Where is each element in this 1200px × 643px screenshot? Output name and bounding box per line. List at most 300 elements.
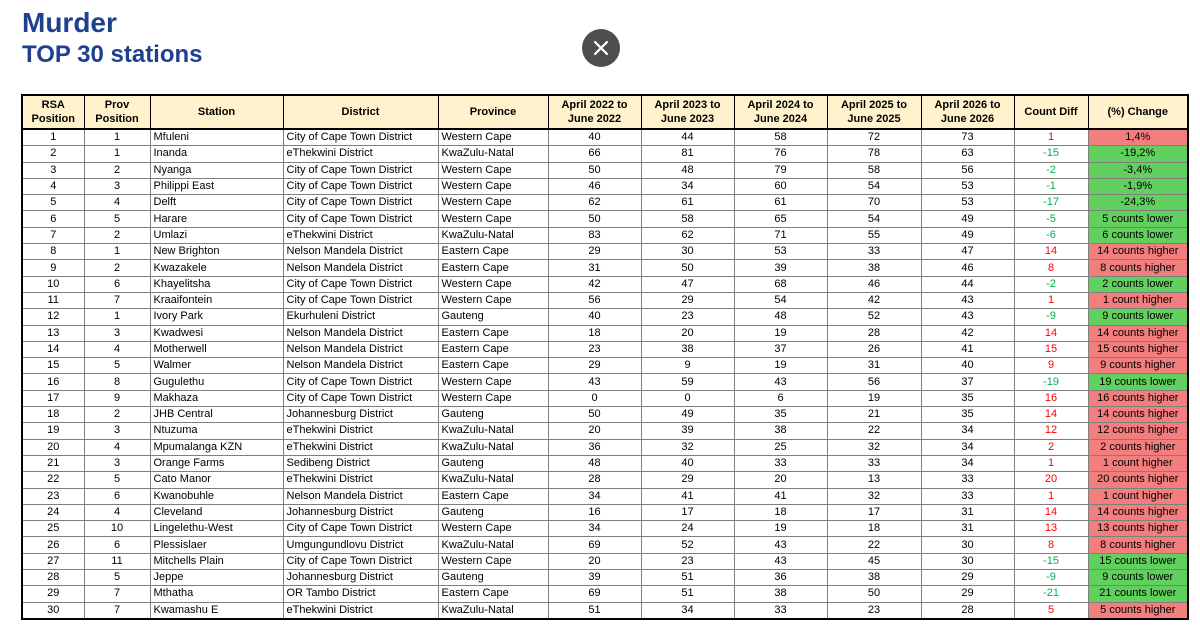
header-line: Prov [104, 99, 130, 111]
prov-position-cell: 6 [84, 537, 150, 553]
value-2024-cell: 58 [734, 129, 827, 146]
value-2024-cell: 33 [734, 602, 827, 619]
table-row [22, 553, 1188, 569]
value-2022-cell: 40 [548, 129, 641, 146]
province-cell: Eastern Cape [438, 260, 548, 276]
value-2022-cell: 43 [548, 374, 641, 390]
percent-change-cell: -24,3% [1088, 195, 1188, 211]
district-cell: eThekwini District [283, 146, 438, 162]
value-2024-cell: 38 [734, 586, 827, 602]
value-2025-cell: 17 [827, 504, 921, 520]
page-subtitle: TOP 30 stations [22, 41, 203, 68]
header-line: April 2022 to [561, 99, 628, 111]
station-cell: Philippi East [150, 178, 283, 194]
rsa-position-cell: 27 [22, 553, 84, 569]
percent-change-cell: 1 count higher [1088, 292, 1188, 308]
value-2025-cell: 32 [827, 439, 921, 455]
header-line: Position [31, 113, 75, 125]
value-2023-cell: 62 [641, 227, 734, 243]
station-cell: Khayelitsha [150, 276, 283, 292]
count-diff-cell: -1 [1014, 178, 1088, 194]
prov-position-cell: 1 [84, 309, 150, 325]
count-diff-cell: 2 [1014, 439, 1088, 455]
value-2022-cell: 34 [548, 521, 641, 537]
rsa-position-cell: 6 [22, 211, 84, 227]
value-2023-cell: 0 [641, 390, 734, 406]
value-2024-cell: 68 [734, 276, 827, 292]
district-cell: Ekurhuleni District [283, 309, 438, 325]
station-cell: Umlazi [150, 227, 283, 243]
prov-position-cell: 3 [84, 178, 150, 194]
district-cell: City of Cape Town District [283, 276, 438, 292]
value-2023-cell: 39 [641, 423, 734, 439]
station-cell: Kwadwesi [150, 325, 283, 341]
province-cell: Eastern Cape [438, 244, 548, 260]
value-2024-cell: 19 [734, 521, 827, 537]
count-diff-cell: 5 [1014, 602, 1088, 619]
prov-position-cell: 3 [84, 325, 150, 341]
value-2026-cell: 33 [921, 488, 1014, 504]
value-2024-cell: 20 [734, 472, 827, 488]
table-row [22, 292, 1188, 308]
value-2026-cell: 42 [921, 325, 1014, 341]
prov-position-cell: 7 [84, 292, 150, 308]
value-2026-cell: 41 [921, 341, 1014, 357]
district-cell: Johannesburg District [283, 407, 438, 423]
rsa-position-cell: 13 [22, 325, 84, 341]
value-2026-cell: 30 [921, 537, 1014, 553]
value-2023-cell: 30 [641, 244, 734, 260]
percent-change-cell: 15 counts lower [1088, 553, 1188, 569]
prov-position-cell: 2 [84, 407, 150, 423]
province-cell: Eastern Cape [438, 586, 548, 602]
district-cell: Nelson Mandela District [283, 244, 438, 260]
prov-position-cell: 4 [84, 195, 150, 211]
value-2026-cell: 28 [921, 602, 1014, 619]
rsa-position-cell: 5 [22, 195, 84, 211]
rsa-position-cell: 14 [22, 341, 84, 357]
value-2026-cell: 29 [921, 570, 1014, 586]
value-2024-cell: 36 [734, 570, 827, 586]
table-row [22, 374, 1188, 390]
station-cell: Mitchells Plain [150, 553, 283, 569]
value-2025-cell: 19 [827, 390, 921, 406]
district-cell: City of Cape Town District [283, 211, 438, 227]
province-cell: Western Cape [438, 195, 548, 211]
rsa-position-cell: 28 [22, 570, 84, 586]
rsa-position-cell: 30 [22, 602, 84, 619]
count-diff-cell: 13 [1014, 521, 1088, 537]
value-2024-cell: 25 [734, 439, 827, 455]
value-2025-cell: 33 [827, 455, 921, 471]
count-diff-cell: 14 [1014, 504, 1088, 520]
value-2025-cell: 18 [827, 521, 921, 537]
district-cell: City of Cape Town District [283, 195, 438, 211]
table-row [22, 325, 1188, 341]
province-cell: KwaZulu-Natal [438, 602, 548, 619]
table-header-row [22, 95, 1188, 129]
value-2025-cell: 42 [827, 292, 921, 308]
district-cell: City of Cape Town District [283, 374, 438, 390]
table-row [22, 211, 1188, 227]
value-2024-cell: 18 [734, 504, 827, 520]
count-diff-cell: 14 [1014, 325, 1088, 341]
value-2024-cell: 76 [734, 146, 827, 162]
value-2023-cell: 40 [641, 455, 734, 471]
header-line: June 2026 [940, 113, 995, 125]
table-row [22, 488, 1188, 504]
value-2022-cell: 42 [548, 276, 641, 292]
value-2024-cell: 54 [734, 292, 827, 308]
table-row [22, 260, 1188, 276]
station-cell: Cleveland [150, 504, 283, 520]
district-cell: eThekwini District [283, 439, 438, 455]
table-row [22, 586, 1188, 602]
station-cell: Makhaza [150, 390, 283, 406]
rsa-position-cell: 11 [22, 292, 84, 308]
value-2023-cell: 23 [641, 553, 734, 569]
value-2022-cell: 83 [548, 227, 641, 243]
table-row [22, 602, 1188, 619]
header-line: Position [95, 113, 139, 125]
value-2026-cell: 37 [921, 374, 1014, 390]
column-header-prov-position [84, 95, 150, 129]
province-cell: Eastern Cape [438, 358, 548, 374]
district-cell: Nelson Mandela District [283, 325, 438, 341]
table-row [22, 309, 1188, 325]
station-cell: Mthatha [150, 586, 283, 602]
percent-change-cell: 9 counts lower [1088, 309, 1188, 325]
rsa-position-cell: 22 [22, 472, 84, 488]
value-2023-cell: 61 [641, 195, 734, 211]
percent-change-cell: 6 counts lower [1088, 227, 1188, 243]
table-row [22, 521, 1188, 537]
column-header-april-2025 [827, 95, 921, 129]
value-2023-cell: 41 [641, 488, 734, 504]
header-line: June 2022 [567, 113, 622, 125]
stations-table-wrap [21, 94, 1189, 620]
district-cell: eThekwini District [283, 472, 438, 488]
district-cell: Nelson Mandela District [283, 260, 438, 276]
value-2023-cell: 59 [641, 374, 734, 390]
value-2022-cell: 56 [548, 292, 641, 308]
district-cell: OR Tambo District [283, 586, 438, 602]
value-2024-cell: 19 [734, 358, 827, 374]
header-line: June 2025 [847, 113, 901, 125]
header-line: April 2023 to [654, 99, 721, 111]
page-title: Murder [22, 7, 117, 38]
station-cell: Walmer [150, 358, 283, 374]
value-2026-cell: 49 [921, 211, 1014, 227]
header-line: June 2023 [660, 113, 715, 125]
header-line: April 2024 to [747, 99, 814, 111]
value-2024-cell: 19 [734, 325, 827, 341]
count-diff-cell: 14 [1014, 407, 1088, 423]
station-cell: Delft [150, 195, 283, 211]
percent-change-cell: 19 counts lower [1088, 374, 1188, 390]
value-2025-cell: 23 [827, 602, 921, 619]
percent-change-cell: 21 counts lower [1088, 586, 1188, 602]
value-2026-cell: 47 [921, 244, 1014, 260]
district-cell: City of Cape Town District [283, 178, 438, 194]
table-row [22, 472, 1188, 488]
rsa-position-cell: 29 [22, 586, 84, 602]
percent-change-cell: 2 counts lower [1088, 276, 1188, 292]
value-2025-cell: 32 [827, 488, 921, 504]
district-cell: City of Cape Town District [283, 390, 438, 406]
table-row [22, 244, 1188, 260]
rsa-position-cell: 17 [22, 390, 84, 406]
header-line: RSA [41, 99, 65, 111]
table-row [22, 407, 1188, 423]
value-2023-cell: 50 [641, 260, 734, 276]
province-cell: Gauteng [438, 309, 548, 325]
value-2025-cell: 22 [827, 537, 921, 553]
percent-change-cell: 15 counts higher [1088, 341, 1188, 357]
rsa-position-cell: 21 [22, 455, 84, 471]
value-2022-cell: 34 [548, 488, 641, 504]
rsa-position-cell: 7 [22, 227, 84, 243]
prov-position-cell: 7 [84, 586, 150, 602]
value-2026-cell: 56 [921, 162, 1014, 178]
table-row [22, 423, 1188, 439]
value-2022-cell: 39 [548, 570, 641, 586]
value-2026-cell: 33 [921, 472, 1014, 488]
value-2026-cell: 31 [921, 504, 1014, 520]
count-diff-cell: -15 [1014, 146, 1088, 162]
percent-change-cell: 1 count higher [1088, 455, 1188, 471]
table-body [22, 129, 1188, 619]
value-2025-cell: 13 [827, 472, 921, 488]
station-cell: Mpumalanga KZN [150, 439, 283, 455]
table-row [22, 227, 1188, 243]
header-line: Count Diff [1024, 106, 1078, 118]
count-diff-cell: 20 [1014, 472, 1088, 488]
value-2024-cell: 61 [734, 195, 827, 211]
table-row [22, 504, 1188, 520]
prov-position-cell: 4 [84, 341, 150, 357]
station-cell: Mfuleni [150, 129, 283, 146]
province-cell: Gauteng [438, 407, 548, 423]
percent-change-cell: 1 count higher [1088, 488, 1188, 504]
value-2023-cell: 51 [641, 586, 734, 602]
count-diff-cell: 15 [1014, 341, 1088, 357]
value-2022-cell: 50 [548, 162, 641, 178]
column-header-april-2022 [548, 95, 641, 129]
value-2026-cell: 35 [921, 407, 1014, 423]
value-2022-cell: 20 [548, 423, 641, 439]
percent-change-cell: 14 counts higher [1088, 325, 1188, 341]
percent-change-cell: 9 counts lower [1088, 570, 1188, 586]
table-row [22, 390, 1188, 406]
province-cell: Gauteng [438, 504, 548, 520]
value-2023-cell: 81 [641, 146, 734, 162]
province-cell: Western Cape [438, 292, 548, 308]
value-2025-cell: 46 [827, 276, 921, 292]
count-diff-cell: -15 [1014, 553, 1088, 569]
district-cell: eThekwini District [283, 423, 438, 439]
prov-position-cell: 1 [84, 244, 150, 260]
table-row [22, 358, 1188, 374]
value-2026-cell: 53 [921, 195, 1014, 211]
value-2022-cell: 28 [548, 472, 641, 488]
value-2024-cell: 65 [734, 211, 827, 227]
rsa-position-cell: 9 [22, 260, 84, 276]
station-cell: New Brighton [150, 244, 283, 260]
count-diff-cell: -19 [1014, 374, 1088, 390]
value-2022-cell: 31 [548, 260, 641, 276]
province-cell: Western Cape [438, 162, 548, 178]
province-cell: Western Cape [438, 553, 548, 569]
column-header-april-2026 [921, 95, 1014, 129]
count-diff-cell: 8 [1014, 537, 1088, 553]
value-2026-cell: 43 [921, 292, 1014, 308]
header-line: District [341, 106, 380, 118]
district-cell: Johannesburg District [283, 504, 438, 520]
province-cell: KwaZulu-Natal [438, 227, 548, 243]
count-diff-cell: -9 [1014, 309, 1088, 325]
value-2024-cell: 43 [734, 374, 827, 390]
rsa-position-cell: 15 [22, 358, 84, 374]
value-2022-cell: 66 [548, 146, 641, 162]
value-2023-cell: 9 [641, 358, 734, 374]
rsa-position-cell: 16 [22, 374, 84, 390]
table-row [22, 276, 1188, 292]
close-button[interactable] [582, 29, 620, 67]
value-2023-cell: 38 [641, 341, 734, 357]
prov-position-cell: 2 [84, 260, 150, 276]
column-header-percent-change [1088, 95, 1188, 129]
province-cell: Western Cape [438, 390, 548, 406]
value-2024-cell: 43 [734, 537, 827, 553]
table-row [22, 178, 1188, 194]
value-2023-cell: 17 [641, 504, 734, 520]
province-cell: KwaZulu-Natal [438, 146, 548, 162]
value-2025-cell: 52 [827, 309, 921, 325]
value-2025-cell: 21 [827, 407, 921, 423]
count-diff-cell: 8 [1014, 260, 1088, 276]
percent-change-cell: 14 counts higher [1088, 407, 1188, 423]
prov-position-cell: 3 [84, 423, 150, 439]
district-cell: Sedibeng District [283, 455, 438, 471]
value-2025-cell: 28 [827, 325, 921, 341]
prov-position-cell: 7 [84, 602, 150, 619]
value-2024-cell: 39 [734, 260, 827, 276]
prov-position-cell: 6 [84, 276, 150, 292]
province-cell: Western Cape [438, 521, 548, 537]
value-2022-cell: 50 [548, 407, 641, 423]
value-2024-cell: 38 [734, 423, 827, 439]
value-2026-cell: 34 [921, 423, 1014, 439]
value-2023-cell: 23 [641, 309, 734, 325]
value-2026-cell: 43 [921, 309, 1014, 325]
percent-change-cell: 8 counts higher [1088, 260, 1188, 276]
value-2026-cell: 34 [921, 455, 1014, 471]
value-2025-cell: 72 [827, 129, 921, 146]
prov-position-cell: 6 [84, 488, 150, 504]
count-diff-cell: -2 [1014, 276, 1088, 292]
percent-change-cell: 1,4% [1088, 129, 1188, 146]
percent-change-cell: -3,4% [1088, 162, 1188, 178]
value-2023-cell: 49 [641, 407, 734, 423]
prov-position-cell: 4 [84, 504, 150, 520]
rsa-position-cell: 4 [22, 178, 84, 194]
rsa-position-cell: 26 [22, 537, 84, 553]
prov-position-cell: 5 [84, 211, 150, 227]
value-2024-cell: 79 [734, 162, 827, 178]
province-cell: KwaZulu-Natal [438, 423, 548, 439]
value-2022-cell: 69 [548, 537, 641, 553]
value-2025-cell: 58 [827, 162, 921, 178]
value-2023-cell: 32 [641, 439, 734, 455]
count-diff-cell: 14 [1014, 244, 1088, 260]
percent-change-cell: 2 counts higher [1088, 439, 1188, 455]
province-cell: Western Cape [438, 211, 548, 227]
rsa-position-cell: 24 [22, 504, 84, 520]
table-row [22, 129, 1188, 146]
rsa-position-cell: 3 [22, 162, 84, 178]
value-2024-cell: 37 [734, 341, 827, 357]
header-line: Province [469, 106, 517, 118]
rsa-position-cell: 1 [22, 129, 84, 146]
value-2024-cell: 48 [734, 309, 827, 325]
value-2026-cell: 31 [921, 521, 1014, 537]
percent-change-cell: 5 counts higher [1088, 602, 1188, 619]
count-diff-cell: -21 [1014, 586, 1088, 602]
prov-position-cell: 5 [84, 472, 150, 488]
percent-change-cell: 12 counts higher [1088, 423, 1188, 439]
value-2023-cell: 24 [641, 521, 734, 537]
value-2026-cell: 44 [921, 276, 1014, 292]
value-2024-cell: 60 [734, 178, 827, 194]
value-2026-cell: 49 [921, 227, 1014, 243]
value-2026-cell: 46 [921, 260, 1014, 276]
count-diff-cell: 1 [1014, 488, 1088, 504]
station-cell: Kwazakele [150, 260, 283, 276]
district-cell: City of Cape Town District [283, 292, 438, 308]
station-cell: Nyanga [150, 162, 283, 178]
value-2026-cell: 63 [921, 146, 1014, 162]
table-row [22, 341, 1188, 357]
table-row [22, 537, 1188, 553]
station-cell: Motherwell [150, 341, 283, 357]
station-cell: Ivory Park [150, 309, 283, 325]
value-2022-cell: 29 [548, 244, 641, 260]
percent-change-cell: 5 counts lower [1088, 211, 1188, 227]
value-2022-cell: 0 [548, 390, 641, 406]
prov-position-cell: 11 [84, 553, 150, 569]
percent-change-cell: 14 counts higher [1088, 244, 1188, 260]
value-2024-cell: 33 [734, 455, 827, 471]
value-2025-cell: 31 [827, 358, 921, 374]
value-2022-cell: 36 [548, 439, 641, 455]
count-diff-cell: 16 [1014, 390, 1088, 406]
value-2022-cell: 48 [548, 455, 641, 471]
value-2022-cell: 62 [548, 195, 641, 211]
province-cell: Western Cape [438, 129, 548, 146]
district-cell: City of Cape Town District [283, 162, 438, 178]
rsa-position-cell: 2 [22, 146, 84, 162]
rsa-position-cell: 25 [22, 521, 84, 537]
prov-position-cell: 8 [84, 374, 150, 390]
rsa-position-cell: 23 [22, 488, 84, 504]
column-header-april-2024 [734, 95, 827, 129]
value-2025-cell: 38 [827, 260, 921, 276]
count-diff-cell: -5 [1014, 211, 1088, 227]
value-2025-cell: 70 [827, 195, 921, 211]
district-cell: eThekwini District [283, 227, 438, 243]
value-2023-cell: 34 [641, 602, 734, 619]
